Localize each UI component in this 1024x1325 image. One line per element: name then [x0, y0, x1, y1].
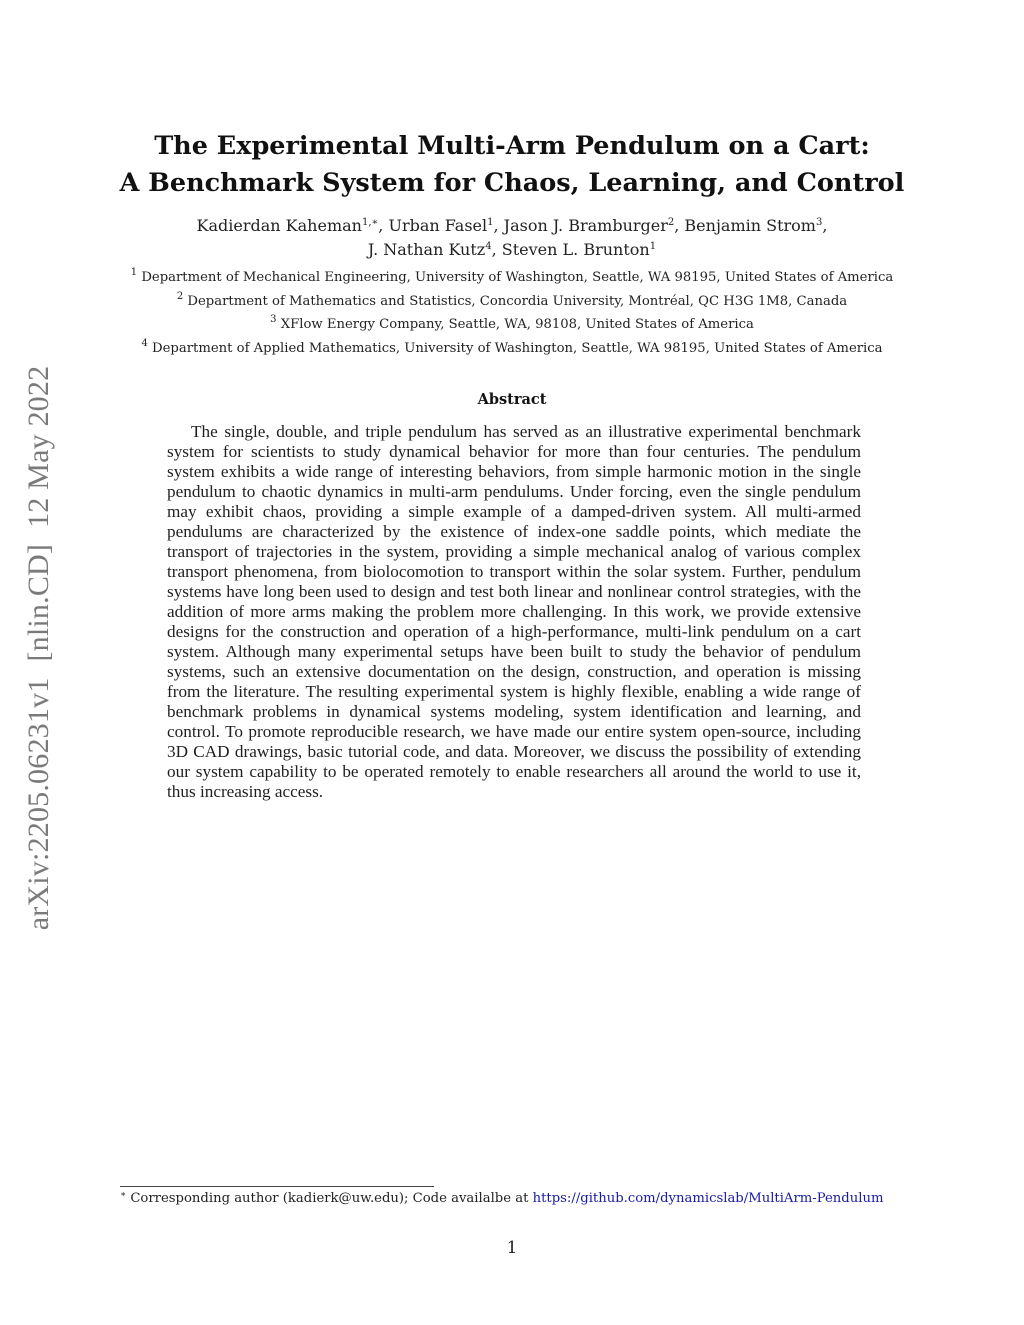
author-affil-mark: 1	[487, 217, 494, 228]
repo-link[interactable]: https://github.com/dynamicslab/MultiArm-Pendulum	[532, 1191, 884, 1206]
author-affil-mark: 2	[667, 217, 675, 228]
affiliation-number: 2	[176, 290, 184, 302]
author-list	[0, 214, 1024, 262]
author-line-1: Kadierdan Kaheman$^{1,∗}$, Urban Fasel$^1$, Jason J. Bramburger$^2$, Benjamin Strom$^3$,	[196, 216, 828, 235]
page-number: 1	[506, 1238, 518, 1258]
affiliation-number: 4	[141, 337, 148, 349]
author-affil-mark: 4	[485, 241, 492, 252]
affiliation	[0, 313, 1024, 337]
author-name: Steven L. Brunton	[501, 240, 650, 259]
arxiv-category: [nlin.CD]	[22, 543, 55, 662]
footnote-rule	[120, 1186, 434, 1187]
title-line-2: A Benchmark System for Chaos, Learning, and Control	[119, 168, 905, 198]
affiliation	[0, 266, 1024, 290]
author-affil-mark: 1	[649, 241, 657, 252]
footnote	[120, 1190, 920, 1206]
affiliation-text: Department of Mechanical Engineering, University of Washington, Seattle, WA 98195, United States of America	[141, 270, 894, 285]
abstract-body	[167, 422, 861, 802]
affiliation-list	[0, 266, 1024, 360]
arxiv-sidebar	[18, 332, 60, 964]
author-line-2: J. Nathan Kutz$^4$, Steven L. Brunton$^1$	[367, 240, 657, 259]
author-name: Kadierdan Kaheman	[196, 216, 362, 235]
arxiv-id: arXiv:2205.06231v1	[22, 677, 55, 931]
author-name: Benjamin Strom	[684, 216, 816, 235]
author-name: Jason J. Bramburger	[503, 216, 668, 235]
title-line-1: The Experimental Multi-Arm Pendulum on a Cart:	[154, 131, 870, 161]
abstract-heading: Abstract	[477, 391, 547, 408]
affiliation-number: 3	[270, 314, 277, 326]
arxiv-date: 12 May 2022	[22, 365, 55, 528]
footnote-text: Corresponding author (kadierk@uw.edu); Code availalbe at	[130, 1191, 529, 1206]
arxiv-stamp	[22, 366, 56, 931]
author-name: J. Nathan Kutz	[367, 240, 486, 259]
footnote-mark: ∗	[120, 1190, 127, 1200]
paper-title	[0, 128, 1024, 202]
author-affil-mark: 1,∗	[361, 217, 379, 228]
abstract-text: The single, double, and triple pendulum has served as an illustrative experimental benchmark system for scientists to study dynamical behavior for more than four centuries. The pendulum system exhibits a wide range of interesting behaviors, from simple harmonic motion in the single pendulum to chaotic dynamics in multi-arm pendulums. Under forcing, even the single pendulum may exhibit chaos, providing a simple example of a damped-driven system. All multi-armed pendulums are characterized by the existence of index-one saddle points, which mediate the transport of trajectories in the system, providing a simple mechanical analog of various complex transport phenomena, from biolocomotion to transport within the solar system. Further, pendulum systems have long been used to design and test both linear and nonlinear control strategies, with the addition of more arms making the problem more challenging. In this work, we provide extensive designs for the construction and operation of a high-performance, multi-link pendulum on a cart system. Although many experimental setups have been built to study the behavior of pendulum systems, such an extensive documentation on the design, construction, and operation is missing from the literature. The resulting experimental system is highly flexible, enabling a wide range of benchmark problems in dynamical systems modeling, system identification and learning, and control. To promote reproducible research, we have made our entire system open-source, including 3D CAD drawings, basic tutorial code, and data. Moreover, we discuss the possibility of extending our system capability to be operated remotely to enable researchers all around the world to use it, thus increasing access.	[167, 422, 861, 801]
affiliation	[0, 290, 1024, 314]
author-affil-mark: 3	[815, 217, 823, 228]
affiliation-text: XFlow Energy Company, Seattle, WA, 98108, United States of America	[280, 317, 754, 333]
affiliation-number: 1	[130, 267, 138, 278]
author-name: Urban Fasel	[388, 216, 488, 235]
affiliation-text: Department of Applied Mathematics, University of Washington, Seattle, WA 98195, United States of America	[152, 340, 883, 356]
affiliation	[0, 337, 1024, 361]
affiliation-text: Department of Mathematics and Statistics, Concordia University, Montréal, QC H3G 1M8, Canada	[187, 293, 848, 309]
